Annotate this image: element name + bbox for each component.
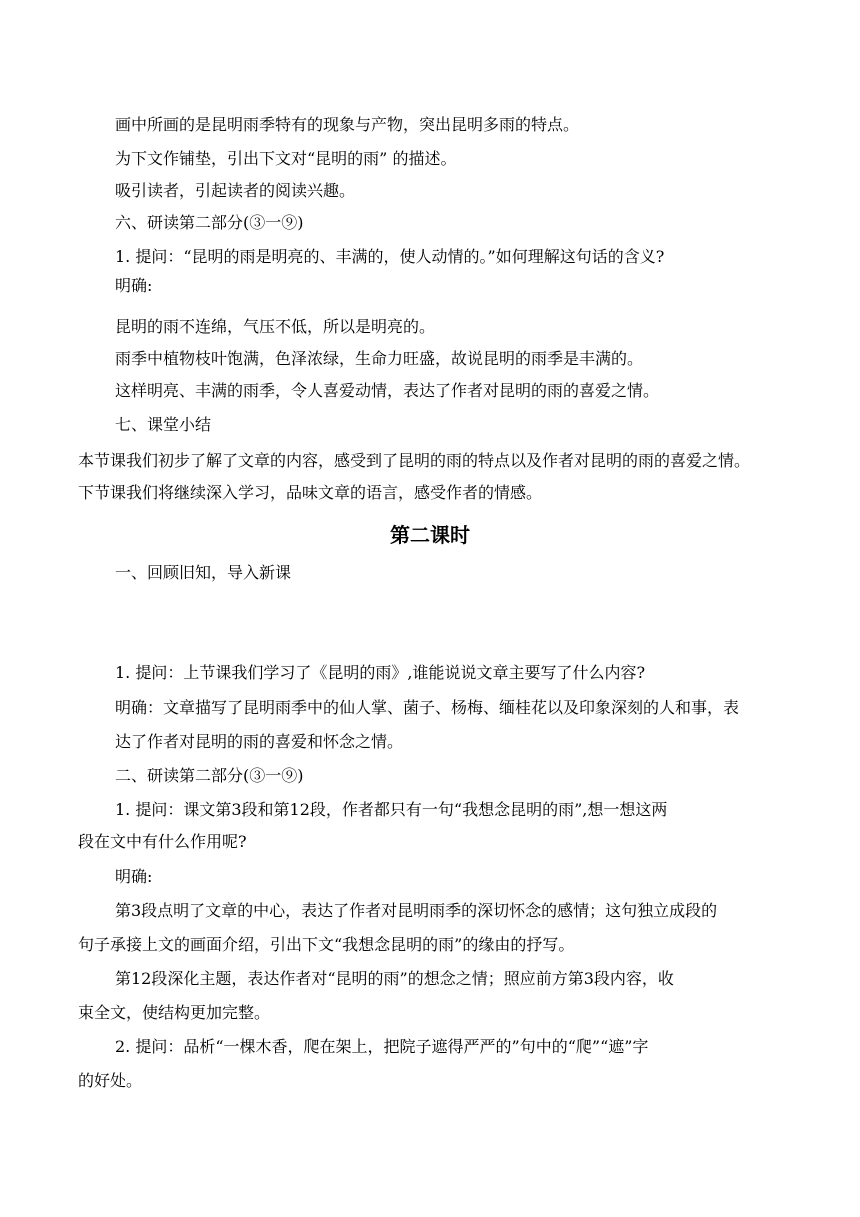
question-line: 1. 提问：上节课我们学习了《昆明的雨》,谁能说说文章主要写了什么内容? <box>115 663 646 682</box>
question-line: 的好处。 <box>78 1071 143 1090</box>
answer-line: 这样明亮、丰满的雨季，令人喜爱动情，表达了作者对昆明的雨的喜爱之情。 <box>115 381 660 400</box>
answer-line: 明确：文章描写了昆明雨季中的仙人掌、菌子、杨梅、缅桂花以及印象深刻的人和事，表 <box>115 698 740 717</box>
summary-line: 本节课我们初步了解了文章的内容，感受到了昆明的雨的特点以及作者对昆明的雨的喜爱之情。 <box>78 451 751 470</box>
summary-line: 下节课我们将继续深入学习，品味文章的语言，感受作者的情感。 <box>78 483 543 502</box>
answer-line: 第3段点明了文章的中心，表达了作者对昆明雨季的深切怀念的感情；这句独立成段的 <box>115 901 718 920</box>
question-line: 1. 提问：课文第3段和第12段，作者都只有一句“我想念昆明的雨”,想一想这两 <box>115 800 668 819</box>
answer-line: 雨季中植物枝叶饱满，色泽浓绿，生命力旺盛，故说昆明的雨季是丰满的。 <box>115 349 644 368</box>
question-line: 2. 提问：品析“一棵木香，爬在架上，把院子遮得严严的”句中的“爬”“遮”字 <box>115 1037 649 1056</box>
answer-line: 第12段深化主题，表达作者对“昆明的雨”的想念之情；照应前方第3段内容，收 <box>115 969 674 988</box>
paragraph-line: 为下文作铺垫，引出下文对“昆明的雨” 的描述。 <box>115 149 457 168</box>
paragraph-line: 吸引读者，引起读者的阅读兴趣。 <box>115 181 356 200</box>
section-heading: 六、研读第二部分(③一⑨) <box>115 213 304 232</box>
question-line: 段在文中有什么作用呢? <box>78 832 247 851</box>
section-heading: 七、课堂小结 <box>115 415 212 434</box>
question-line: 1. 提问：“昆明的雨是明亮的、丰满的，使人动情的。”如何理解这句话的含义? <box>115 247 665 266</box>
answer-line: 昆明的雨不连绵，气压不低，所以是明亮的。 <box>115 317 436 336</box>
answer-label: 明确: <box>115 276 153 295</box>
answer-line: 达了作者对昆明的雨的喜爱和怀念之情。 <box>115 732 404 751</box>
answer-label: 明确: <box>115 867 153 886</box>
section-heading: 一、回顾旧知，导入新课 <box>115 563 292 582</box>
lesson-title: 第二课时 <box>390 523 470 547</box>
answer-line: 句子承接上文的画面介绍，引出下文“我想念昆明的雨”的缘由的抒写。 <box>78 935 575 954</box>
paragraph-line: 画中所画的是昆明雨季特有的现象与产物，突出昆明多雨的特点。 <box>115 115 580 134</box>
answer-line: 束全文，使结构更加完整。 <box>78 1003 271 1022</box>
section-heading: 二、研读第二部分(③一⑨) <box>115 766 304 785</box>
